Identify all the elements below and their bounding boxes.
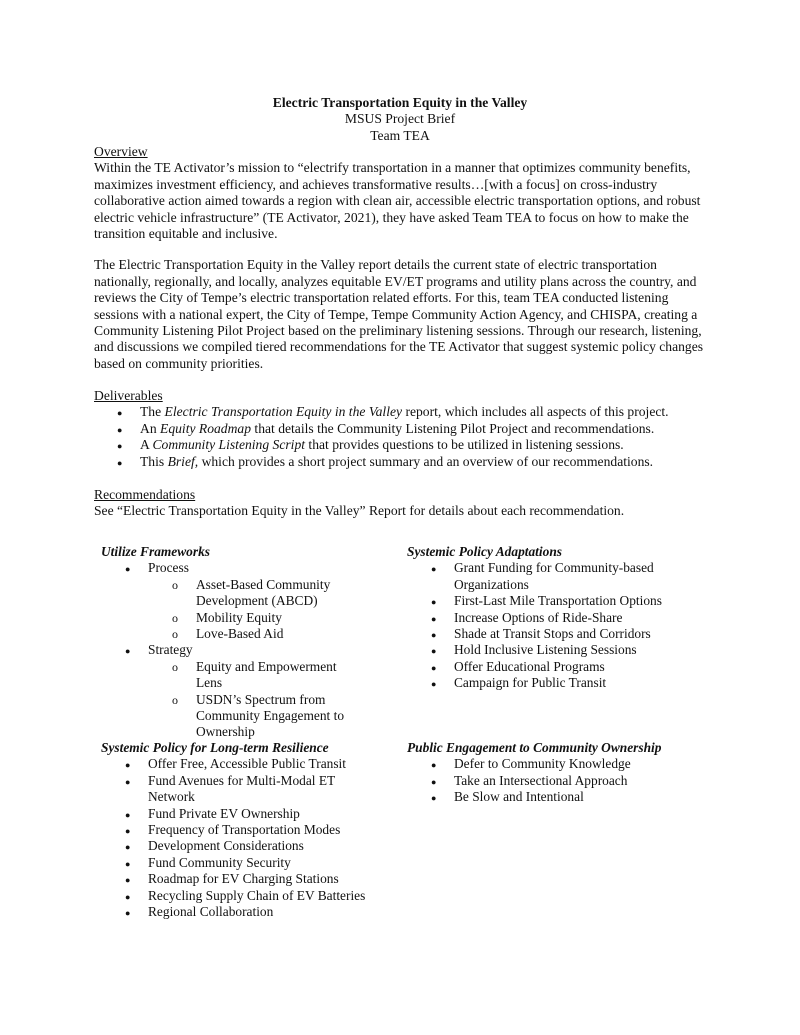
recommendations-heading: Recommendations xyxy=(94,487,196,502)
list-item: ● Shade at Transit Stops and Corridors xyxy=(407,626,727,642)
document-subtitle: MSUS Project Brief xyxy=(344,111,456,126)
public-engagement-column xyxy=(407,740,727,806)
list-item: o USDN’s Spectrum from Community Engagement to Ownership xyxy=(148,692,363,741)
deliverables-section xyxy=(94,388,706,470)
overview-paragraph-2: The Electric Transportation Equity in the Valley report details the current state of electric transportation nationally, regionally, and locally, analyzes equitable EV/ET programs and utility plans across the country, and reviews the City of Tempe’s electric transportation related efforts. For this, team TEA conducted listening sessions with a national expert, the City of Tempe, Tempe Community Action Agency, and CHISPA, creating a Community Listening Pilot Project based on the preliminary listening sessions. Through our research, listening, and discussions we compiled tiered recommendations for the TE Activator that suggest systemic policy changes based on community priorities. xyxy=(94,257,704,371)
utilize-frameworks-column xyxy=(101,544,401,741)
list-item: o Asset-Based Community Development (ABCD) xyxy=(148,577,348,610)
utilize-frameworks-heading: Utilize Frameworks xyxy=(101,544,210,559)
list-item: o Love-Based Aid xyxy=(148,626,348,642)
frameworks-list xyxy=(101,560,401,740)
overview-heading: Overview xyxy=(94,144,148,159)
list-item: ● Offer Free, Accessible Public Transit xyxy=(101,756,401,772)
list-item: ● Defer to Community Knowledge xyxy=(407,756,727,772)
list-item: ● Strategy o Equity and Empowerment Lens o USDN’s Spectrum from Community Engagement to Ownership xyxy=(101,642,401,740)
list-item: ● Hold Inclusive Listening Sessions xyxy=(407,642,727,658)
list-item: ● Regional Collaboration xyxy=(101,904,401,920)
deliverable-item: ● The Electric Transportation Equity in the Valley report, which includes all aspects of this project. xyxy=(94,404,706,420)
public-engagement-list xyxy=(407,756,727,805)
list-item: ● Offer Educational Programs xyxy=(407,659,727,675)
list-item: o Mobility Equity xyxy=(148,610,348,626)
deliverable-item: ● A Community Listening Script that provides questions to be utilized in listening sessions. xyxy=(94,437,706,453)
strategy-sublist xyxy=(148,659,363,741)
overview-paragraph-1: Within the TE Activator’s mission to “electrify transportation in a manner that optimizes community benefits, maximizes investment efficiency, and achieves transformative results…[with a focus] on cross-industry collaborative action aimed towards a region with clean air, accessible electric transportation options, and robust electric vehicle infrastructure” (TE Activator, 2021), they have asked Team TEA to focus on how to make the transition equitable and inclusive. xyxy=(94,160,701,242)
list-item: ● Fund Private EV Ownership xyxy=(101,806,401,822)
list-item: ● Increase Options of Ride-Share xyxy=(407,610,727,626)
list-item: ● Be Slow and Intentional xyxy=(407,789,727,805)
deliverables-list xyxy=(94,404,706,470)
long-term-column xyxy=(101,740,401,920)
list-item: ● Take an Intersectional Approach xyxy=(407,773,727,789)
list-item: o Equity and Empowerment Lens xyxy=(148,659,363,692)
public-engagement-heading: Public Engagement to Community Ownership xyxy=(407,740,662,755)
list-item: ● Process o Asset-Based Community Development (ABCD) o Mobility Equity o Love-Based Aid xyxy=(101,560,401,642)
team-name: Team TEA xyxy=(370,128,430,143)
list-item: ● Campaign for Public Transit xyxy=(407,675,727,691)
long-term-list xyxy=(101,756,401,920)
list-item: ● Fund Community Security xyxy=(101,855,401,871)
document-title: Electric Transportation Equity in the Valley xyxy=(272,95,528,110)
recommendations-intro: See “Electric Transportation Equity in the Valley” Report for details about each recommendation. xyxy=(94,503,625,519)
process-sublist xyxy=(148,577,348,643)
deliverable-item: ● This Brief, which provides a short project summary and an overview of our recommendations. xyxy=(94,454,706,470)
list-item: ● Frequency of Transportation Modes xyxy=(101,822,401,838)
list-item: ● Recycling Supply Chain of EV Batteries xyxy=(101,888,401,904)
list-item: ● Roadmap for EV Charging Stations xyxy=(101,871,401,887)
list-item: ● First-Last Mile Transportation Options xyxy=(407,593,727,609)
deliverables-heading: Deliverables xyxy=(94,388,163,403)
long-term-heading: Systemic Policy for Long-term Resilience xyxy=(101,740,329,755)
list-item: ● Grant Funding for Community-based Organizations xyxy=(407,560,674,593)
systemic-adaptations-list xyxy=(407,560,727,691)
list-item: ● Fund Avenues for Multi-Modal ET Network xyxy=(101,773,338,806)
systemic-adaptations-heading: Systemic Policy Adaptations xyxy=(407,544,562,559)
systemic-adaptations-column xyxy=(407,544,727,692)
overview-section xyxy=(94,144,706,372)
deliverable-item: ● An Equity Roadmap that details the Community Listening Pilot Project and recommendations. xyxy=(94,421,706,437)
list-item: ● Development Considerations xyxy=(101,838,401,854)
recommendations-section xyxy=(94,487,706,520)
